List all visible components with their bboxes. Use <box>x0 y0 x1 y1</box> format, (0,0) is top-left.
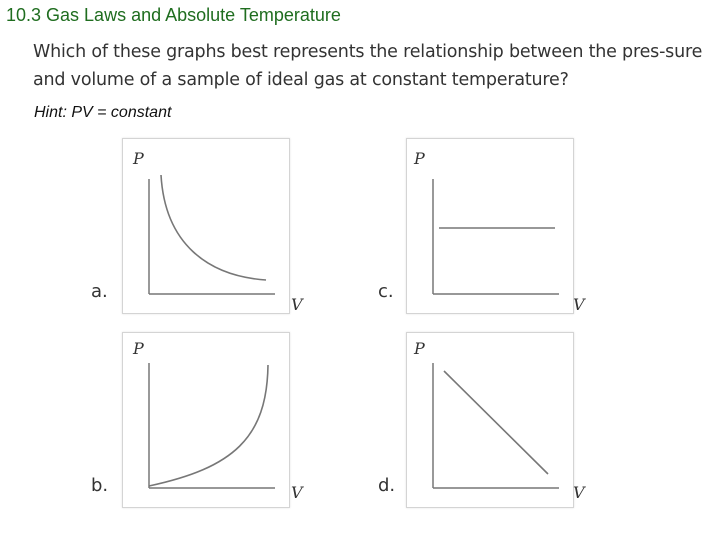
graph-b-y-label: P <box>133 339 144 358</box>
graph-b-curve <box>149 365 268 486</box>
graph-a-panel[interactable] <box>122 138 303 314</box>
graph-d-option-label: d. <box>378 475 396 496</box>
graph-b-panel[interactable] <box>122 332 303 508</box>
graph-d-plot <box>407 333 573 507</box>
graph-a-plot <box>123 139 289 313</box>
graph-a-x-label: V <box>291 295 303 314</box>
graph-c-y-label: P <box>414 149 425 168</box>
graph-c-panel[interactable] <box>406 138 585 314</box>
graph-b-plot <box>123 333 289 507</box>
graph-b-option-label: b. <box>91 475 109 496</box>
hint-text: Hint: PV = constant <box>34 104 172 121</box>
slide-title: 10.3 Gas Laws and Absolute Temperature <box>6 5 341 25</box>
graph-c-plot <box>407 139 573 313</box>
graph-d-panel[interactable] <box>406 332 585 508</box>
graph-d-curve <box>444 371 548 474</box>
question-text: Which of these graphs best represents the relationship between the pres-sure and volume of a sample of ideal gas at constant temperature? <box>33 42 703 90</box>
graph-c-option-label: c. <box>378 281 394 302</box>
graph-b-x-label: V <box>291 483 303 502</box>
graph-c-x-label: V <box>573 295 585 314</box>
graph-d-y-label: P <box>414 339 425 358</box>
graph-a-curve <box>161 175 266 280</box>
graph-a-y-label: P <box>133 149 144 168</box>
graph-d-x-label: V <box>573 483 585 502</box>
graph-a-option-label: a. <box>91 281 108 302</box>
